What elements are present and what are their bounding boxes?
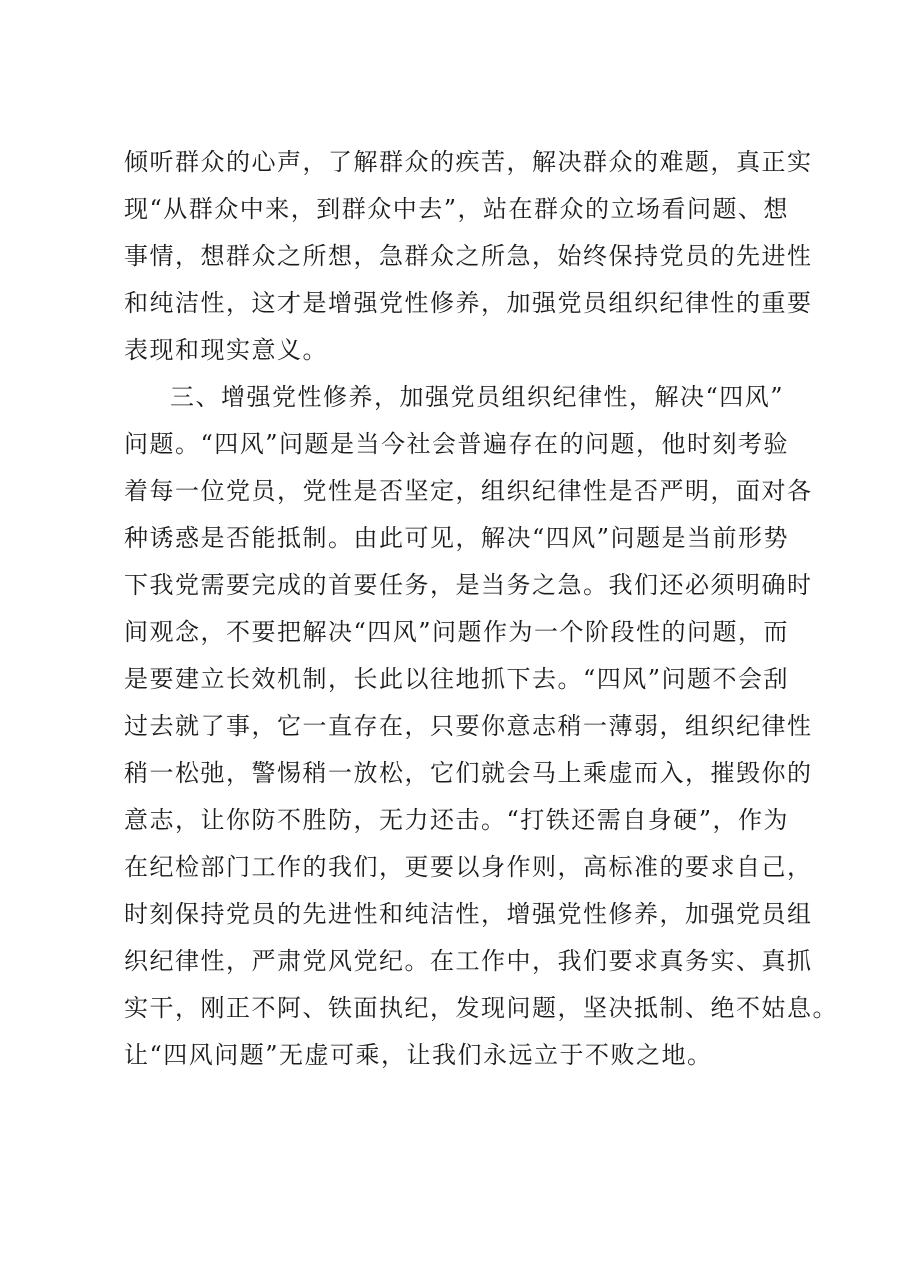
text-line: 表现和现实意义。 [124,336,328,364]
text-line: 实干，刚正不阿、铁面执纪，发现问题，坚决抵制、绝不姑息。 [124,994,838,1022]
text-line: 织纪律性，严肃党风党纪。在工作中，我们要求真务实、真抓 [124,947,813,975]
text-line: 着每一位党员，党性是否坚定，组织纪律性是否严明，面对各 [124,477,813,505]
text-line: 现“从群众中来，到群众中去”，站在群众的立场看问题、想 [124,195,790,223]
section-heading-line: 三、增强党性修养，加强党员组织纪律性，解决“四风” [170,383,785,411]
text-line: 在纪检部门工作的我们，更要以身作则，高标准的要求自己， [124,853,813,881]
text-line: 时刻保持党员的先进性和纯洁性，增强党性修养，加强党员组 [124,900,813,928]
text-line: 问题。“四风”问题是当今社会普遍存在的问题，他时刻考验 [124,430,790,458]
text-line: 下我党需要完成的首要任务，是当务之急。我们还必须明确时 [124,571,813,599]
text-line: 让“四风问题”无虚可乘，让我们永远立于不败之地。 [124,1041,713,1069]
text-line: 种诱惑是否能抵制。由此可见，解决“四风”问题是当前形势 [124,524,790,552]
text-line: 事情，想群众之所想，急群众之所急，始终保持党员的先进性 [124,242,813,270]
text-line: 倾听群众的心声，了解群众的疾苦，解决群众的难题，真正实 [124,148,813,176]
text-line: 意志，让你防不胜防，无力还击。“打铁还需自身硬”，作为 [124,806,790,834]
text-line: 间观念，不要把解决“四风”问题作为一个阶段性的问题，而 [124,618,790,646]
text-line: 和纯洁性，这才是增强党性修养，加强党员组织纪律性的重要 [124,289,813,317]
text-line: 是要建立长效机制，长此以往地抓下去。“四风”问题不会刮 [124,665,790,693]
text-line: 稍一松弛，警惕稍一放松，它们就会马上乘虚而入，摧毁你的 [124,759,813,787]
text-line: 过去就了事，它一直存在，只要你意志稍一薄弱，组织纪律性 [124,712,813,740]
